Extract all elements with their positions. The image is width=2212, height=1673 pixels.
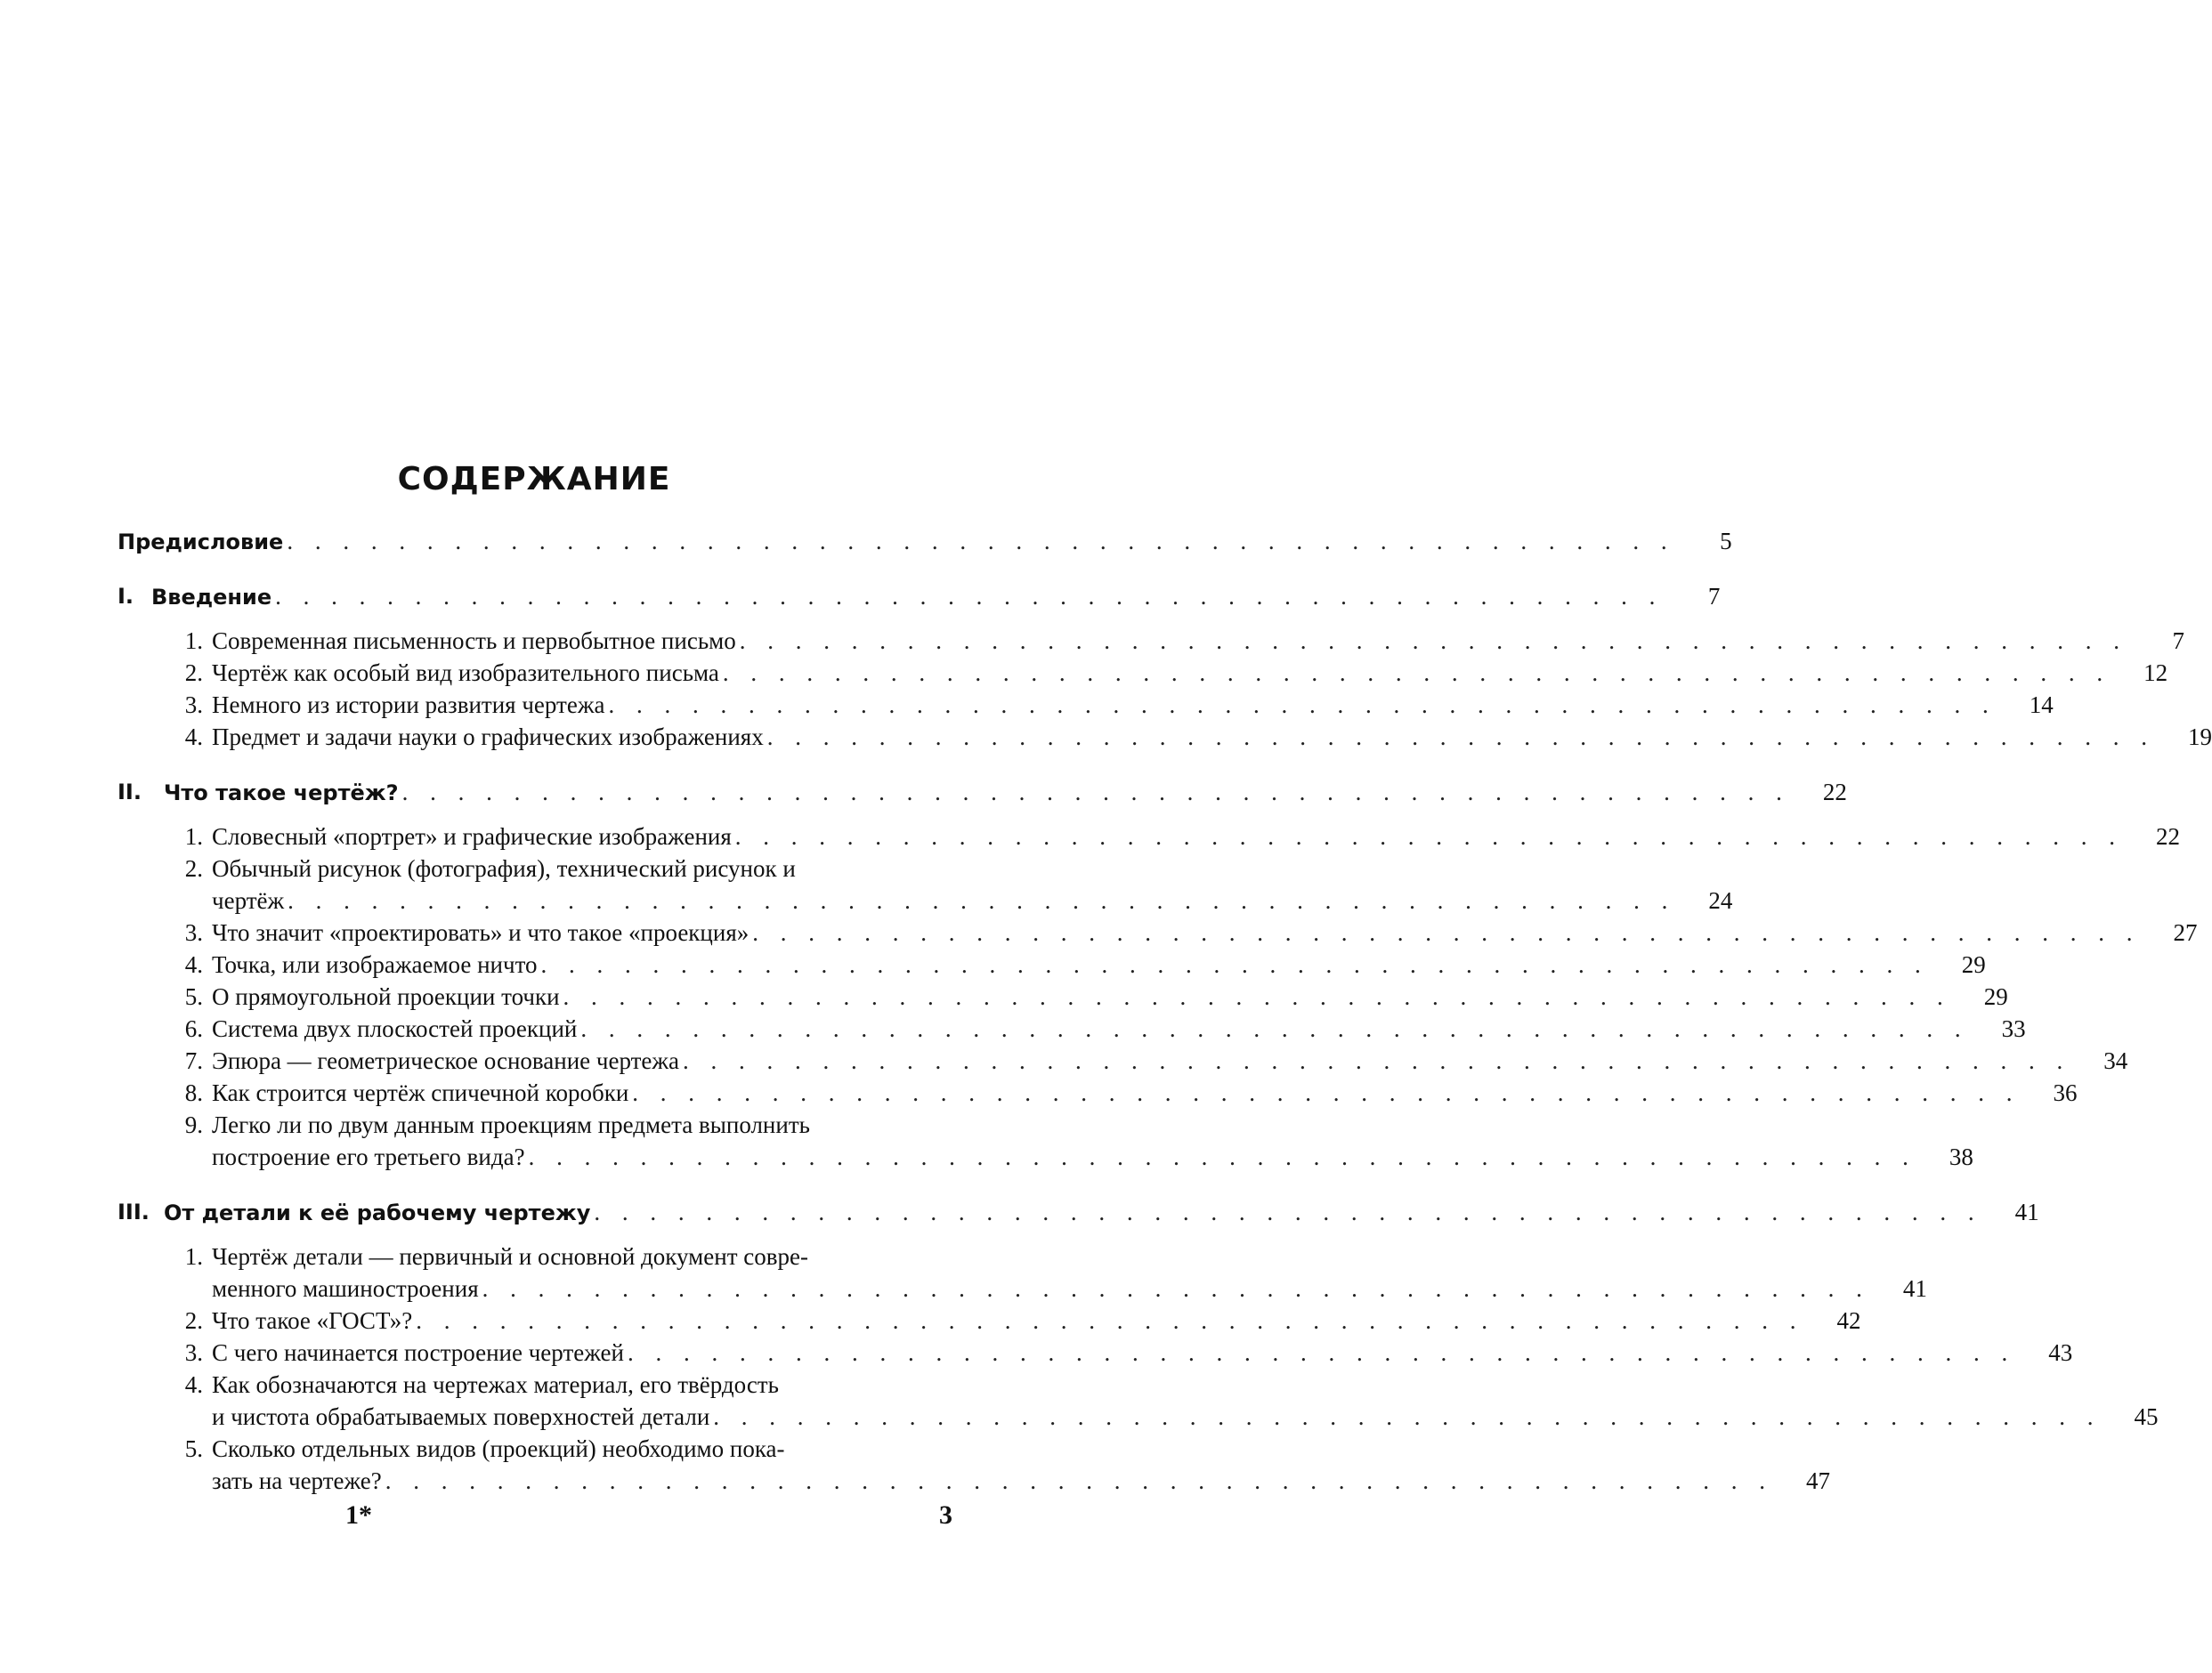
toc-dot-leader: . . . . . . . . . . . . . . . . . . . . . . . . . . . . . . . . . . . . . . . . . . . . . . . . . . [683, 1047, 2071, 1074]
toc-entry-body [212, 625, 2184, 657]
toc-entry-title: Современная письменность и первобытное письмо [212, 625, 740, 657]
toc-entry-body [212, 1369, 2159, 1433]
toc-entry-title: С чего начинается построение чертежей [212, 1337, 628, 1369]
toc-section-entry[interactable] [117, 853, 1733, 917]
toc-dot-leader: . . . . . . . . . . . . . . . . . . . . . . . . . . . . . . . . . . . . . . . . . . . . . . . . . . [580, 1015, 1969, 1042]
toc-page-number: 7 [2172, 627, 2184, 654]
toc-entry-title: Чертёж как особый вид изобразительного письма [212, 657, 723, 689]
toc-dot-leader: . . . . . . . . . . . . . . . . . . . . . . . . . . . . . . . . . . . . . . . . . . . . . . . . . . [540, 951, 1929, 978]
toc-entry-number: 1. [184, 1243, 203, 1270]
toc-page-number: 29 [1983, 983, 2008, 1010]
toc-entry-number: II. [117, 780, 142, 804]
page-title: СОДЕРЖАНИЕ [397, 461, 671, 497]
toc-dot-leader: . . . . . . . . . . . . . . . . . . . . . . . . . . . . . . . . . . . . . . . . . . . . . . . . . . [739, 627, 2127, 654]
toc-entry-number: III. [117, 1200, 150, 1224]
table-of-contents [117, 525, 2212, 1497]
toc-page-number: 38 [1949, 1144, 1973, 1170]
toc-entry-title: Немного из истории развития чертежа [212, 689, 608, 721]
toc-entry-number: 4. [184, 951, 203, 978]
toc-entry-title: Что такое «ГОСТ»? [212, 1305, 416, 1337]
toc-entry-body [212, 1013, 2026, 1045]
toc-dot-leader: . . . . . . . . . . . . . . . . . . . . . . . . . . . . . . . . . . . . . . . . . . . . . . . . . . [713, 1403, 2102, 1430]
toc-entry-number: 2. [184, 659, 203, 686]
page-number: 3 [939, 1500, 952, 1530]
toc-page-number: 14 [2029, 691, 2054, 718]
toc-dot-leader: . . . . . . . . . . . . . . . . . . . . . . . . . . . . . . . . . . . . . . . . . . . . . . . . . . [416, 1307, 1804, 1334]
toc-section-entry[interactable] [117, 1305, 1861, 1337]
toc-dot-leader: . . . . . . . . . . . . . . . . . . . . . . . . . . . . . . . . . . . . . . . . . . . . . . . . . . [385, 1467, 1774, 1494]
toc-entry-title: Система двух плоскостей проекций [212, 1013, 580, 1045]
toc-entry-body [212, 1433, 1831, 1497]
toc-dot-leader: . . . . . . . . . . . . . . . . . . . . . . . . . . . . . . . . . . . . . . . . . . . . . . . . . . [275, 583, 1664, 610]
toc-dot-leader: . . . . . . . . . . . . . . . . . . . . . . . . . . . . . . . . . . . . . . . . . . . . . . . . . . [482, 1275, 1870, 1302]
toc-section-entry[interactable] [117, 689, 2054, 721]
signature-mark: 1* [345, 1500, 372, 1530]
toc-entry-body [117, 580, 1721, 612]
toc-spacer [117, 808, 952, 820]
toc-page-number: 29 [1961, 951, 1986, 978]
toc-entry-title: Что значит «проектировать» и что такое «проекция» [212, 917, 752, 949]
toc-page-number: 24 [1708, 887, 1733, 914]
toc-entry-body [212, 1305, 1861, 1337]
toc-page-number: 22 [2156, 823, 2181, 850]
toc-entry-title: О прямоугольной проекции точки [212, 981, 563, 1013]
toc-page-number: 19 [2187, 723, 2212, 750]
toc-chapter-entry[interactable] [117, 1196, 2039, 1228]
toc-entry-body [117, 776, 1847, 808]
toc-page-number: 33 [2001, 1015, 2026, 1042]
toc-entry-body [212, 820, 2181, 853]
toc-entry-title: построение его третьего вида? [212, 1141, 529, 1173]
toc-entry-number: 7. [184, 1047, 203, 1074]
toc-section-entry[interactable] [117, 1433, 1831, 1497]
toc-chapter-entry[interactable] [117, 525, 1732, 557]
toc-entry-body [212, 657, 2168, 689]
toc-section-entry[interactable] [117, 1045, 2128, 1077]
toc-entry-body [117, 525, 1732, 557]
toc-page-number: 12 [2143, 659, 2168, 686]
toc-dot-leader: . . . . . . . . . . . . . . . . . . . . . . . . . . . . . . . . . . . . . . . . . . . . . . . . . . [766, 723, 2155, 750]
toc-chapter-entry[interactable] [117, 580, 1721, 612]
toc-dot-leader: . . . . . . . . . . . . . . . . . . . . . . . . . . . . . . . . . . . . . . . . . . . . . . . . . . [528, 1144, 1916, 1170]
toc-entry-body [212, 917, 2198, 949]
toc-entry-title-line: Легко ли по двум данным проекциям предмета выполнить [212, 1111, 810, 1138]
toc-entry-number: 3. [184, 691, 203, 718]
toc-spacer [117, 1173, 952, 1196]
toc-entry-title: чертёж [212, 885, 288, 917]
toc-section-entry[interactable] [117, 820, 2181, 853]
toc-entry-body [212, 1109, 1973, 1173]
toc-entry-body [212, 1077, 2078, 1109]
toc-spacer [117, 1228, 952, 1241]
toc-entry-title: Как строится чертёж спичечной коробки [212, 1077, 632, 1109]
toc-spacer [117, 753, 952, 776]
toc-entry-number: 1. [184, 823, 203, 850]
toc-chapter-entry[interactable] [117, 776, 1847, 808]
toc-dot-leader: . . . . . . . . . . . . . . . . . . . . . . . . . . . . . . . . . . . . . . . . . . . . . . . . . . [627, 1339, 2016, 1366]
toc-page-number: 47 [1806, 1467, 1831, 1494]
toc-entry-number: 2. [184, 1307, 203, 1334]
toc-entry-title: зать на чертеже? [212, 1465, 385, 1497]
toc-entry-title: и чистота обрабатываемых поверхностей детали [212, 1401, 713, 1433]
toc-page-number: 41 [2014, 1199, 2039, 1225]
toc-entry-title-line: Сколько отдельных видов (проекций) необходимо пока- [212, 1435, 785, 1462]
toc-entry-title: Эпюра — геометрическое основание чертежа [212, 1045, 683, 1077]
toc-entry-number: 2. [184, 855, 203, 882]
toc-entry-body [212, 1045, 2128, 1077]
toc-entry-number: 8. [184, 1079, 203, 1106]
toc-entry-number: 4. [184, 723, 203, 750]
toc-page-number: 27 [2173, 919, 2198, 946]
toc-spacer [117, 557, 952, 580]
toc-dot-leader: . . . . . . . . . . . . . . . . . . . . . . . . . . . . . . . . . . . . . . . . . . . . . . . . . . [594, 1199, 1982, 1225]
toc-entry-body [212, 1241, 1927, 1305]
toc-section-entry[interactable] [117, 721, 2212, 753]
toc-section-entry[interactable] [117, 1369, 2159, 1433]
toc-dot-leader: . . . . . . . . . . . . . . . . . . . . . . . . . . . . . . . . . . . . . . . . . . . . . . . . . . [288, 887, 1676, 914]
toc-dot-leader: . . . . . . . . . . . . . . . . . . . . . . . . . . . . . . . . . . . . . . . . . . . . . . . . . . [563, 983, 1951, 1010]
toc-entry-title-line: Обычный рисунок (фотография), технический рисунок и [212, 855, 796, 882]
toc-page-number: 36 [2053, 1079, 2078, 1106]
toc-entry-body [212, 981, 2008, 1013]
toc-page-number: 42 [1836, 1307, 1861, 1334]
toc-entry-title: Предмет и задачи науки о графических изображениях [212, 721, 767, 753]
toc-entry-number: 3. [184, 919, 203, 946]
toc-section-entry[interactable] [117, 1337, 2073, 1369]
toc-page-number: 41 [1902, 1275, 1927, 1302]
toc-dot-leader: . . . . . . . . . . . . . . . . . . . . . . . . . . . . . . . . . . . . . . . . . . . . . . . . . . [401, 779, 1790, 805]
toc-entry-body [212, 1337, 2073, 1369]
toc-entry-number: 3. [184, 1339, 203, 1366]
toc-page-number: 34 [2103, 1047, 2128, 1074]
toc-dot-leader: . . . . . . . . . . . . . . . . . . . . . . . . . . . . . . . . . . . . . . . . . . . . . . . . . . [608, 691, 1997, 718]
toc-entry-number: 4. [184, 1371, 203, 1398]
toc-entry-title: Введение [117, 581, 275, 613]
toc-dot-leader: . . . . . . . . . . . . . . . . . . . . . . . . . . . . . . . . . . . . . . . . . . . . . . . . . . [632, 1079, 2021, 1106]
toc-section-entry[interactable] [117, 1077, 2078, 1109]
toc-section-entry[interactable] [117, 625, 2184, 657]
toc-entry-title: Словесный «портрет» и графические изображения [212, 820, 735, 853]
toc-entry-title: Точка, или изображаемое ничто [212, 949, 541, 981]
toc-section-entry[interactable] [117, 1013, 2026, 1045]
toc-section-entry[interactable] [117, 1241, 1927, 1305]
toc-entry-body [212, 721, 2212, 753]
toc-entry-title: Что такое чертёж? [117, 777, 402, 809]
toc-entry-body [117, 1196, 2039, 1228]
toc-page-number: 5 [1720, 528, 1732, 554]
toc-section-entry[interactable] [117, 1109, 1973, 1173]
toc-entry-title: От детали к её рабочему чертежу [117, 1197, 594, 1229]
toc-entry-number: 5. [184, 983, 203, 1010]
toc-entry-body [212, 853, 1733, 917]
toc-section-entry[interactable] [117, 981, 2008, 1013]
toc-entry-title-line: Чертёж детали — первичный и основной документ совре- [212, 1243, 808, 1270]
toc-dot-leader: . . . . . . . . . . . . . . . . . . . . . . . . . . . . . . . . . . . . . . . . . . . . . . . . . . [287, 528, 1675, 554]
toc-entry-title-line: Как обозначаются на чертежах материал, его твёрдость [212, 1371, 779, 1398]
toc-page-number: 7 [1707, 583, 1721, 610]
toc-entry-body [212, 689, 2054, 721]
toc-spacer [117, 612, 952, 625]
toc-section-entry[interactable] [117, 917, 2198, 949]
toc-section-entry[interactable] [117, 949, 1986, 981]
toc-page-number: 43 [2048, 1339, 2073, 1366]
toc-entry-number: I. [117, 584, 134, 609]
toc-entry-number: 6. [184, 1015, 203, 1042]
toc-dot-leader: . . . . . . . . . . . . . . . . . . . . . . . . . . . . . . . . . . . . . . . . . . . . . . . . . . [734, 823, 2124, 850]
toc-entry-number: 5. [184, 1435, 203, 1462]
toc-entry-title: менного машиностроения [212, 1273, 482, 1305]
toc-dot-leader: . . . . . . . . . . . . . . . . . . . . . . . . . . . . . . . . . . . . . . . . . . . . . . . . . . [752, 919, 2141, 946]
toc-dot-leader: . . . . . . . . . . . . . . . . . . . . . . . . . . . . . . . . . . . . . . . . . . . . . . . . . . [722, 659, 2111, 686]
toc-entry-number: 1. [184, 627, 203, 654]
toc-section-entry[interactable] [117, 657, 2168, 689]
toc-page-number: 22 [1822, 779, 1847, 805]
toc-entry-body [212, 949, 1986, 981]
toc-entry-number: 9. [184, 1111, 203, 1138]
toc-entry-title: Предисловие [117, 526, 287, 558]
toc-page-number: 45 [2134, 1403, 2159, 1430]
